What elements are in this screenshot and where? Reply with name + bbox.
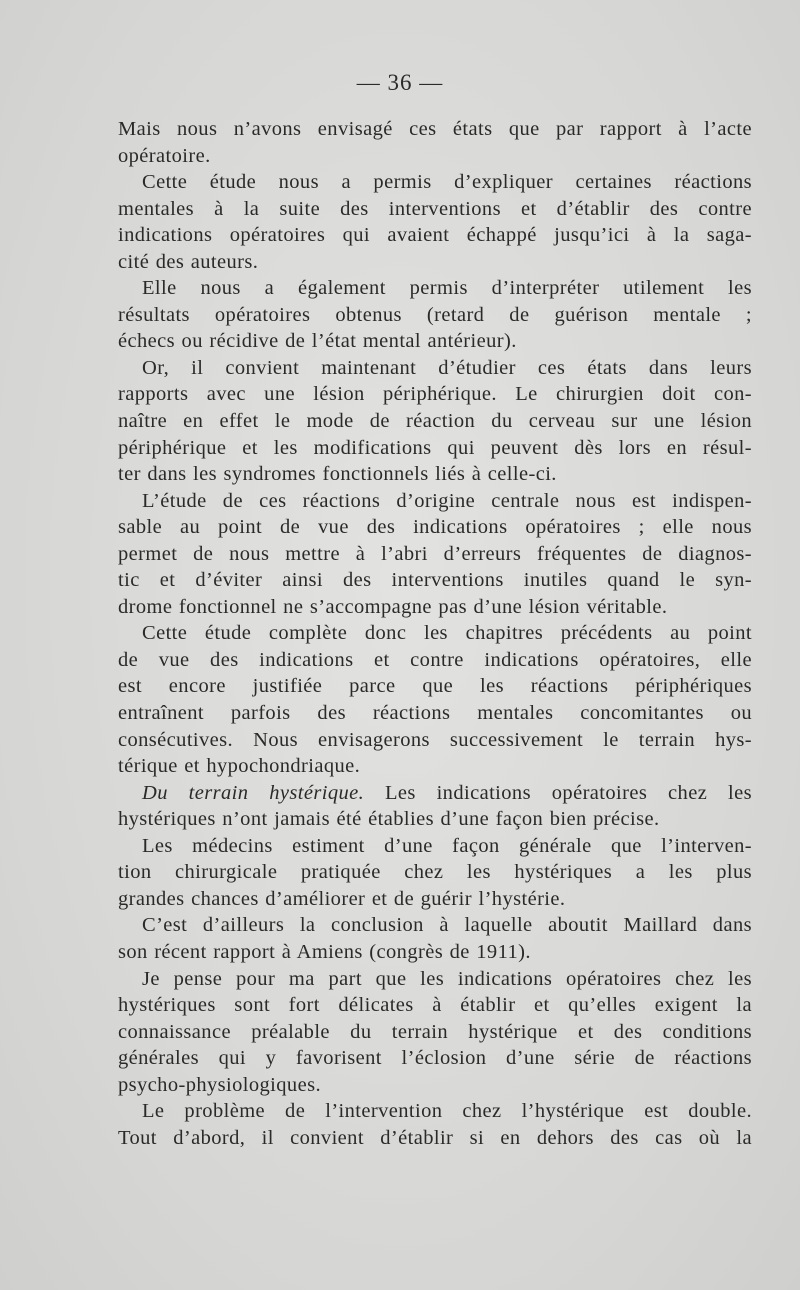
text-line-content: Cette étude nous a permis d’expliquer certaines réactions [142,171,752,194]
text-line [118,381,752,408]
text-line-content: mentales à la suite des interventions et d’établir des contre [118,197,752,220]
text-line-content: connaissance préalable du terrain hystérique et des conditions [118,1020,752,1043]
text-line [118,753,752,780]
text-line-content: générales qui y favorisent l’éclosion d’une série de réactions [118,1047,752,1070]
text-line [118,355,752,382]
text-line [118,673,752,700]
text-line [118,620,752,647]
section-heading-italic: Du terrain hystérique. [142,781,365,804]
text-line [118,169,752,196]
text-line-content: indications opératoires qui avaient échappé jusqu’ici à la saga- [118,224,752,247]
text-line [118,328,752,355]
text-line-content: C’est d’ailleurs la conclusion à laquelle aboutit Maillard dans [142,914,752,937]
text-line [118,143,752,170]
text-line [118,939,752,966]
text-line-content: térique et hypochondriaque. [118,755,361,778]
text-line-content: sable au point de vue des indications opératoires ; elle nous [118,516,752,539]
text-line-content: Les médecins estiment d’une façon générale que l’interven- [142,834,752,857]
text-line-content: Mais nous n’avons envisagé ces états que par rapport à l’acte [118,118,752,140]
text-line [118,461,752,488]
text-line-content: Elle nous a également permis d’interpréter utilement les [142,277,752,300]
body-text [118,116,752,1151]
text-line [118,700,752,727]
text-line [118,408,752,435]
text-line-content: périphérique et les modifications qui peuvent dès lors en résul- [118,436,752,459]
text-line-content: Or, il convient maintenant d’étudier ces états dans leurs [142,356,752,379]
text-line [118,647,752,674]
text-line-content: son récent rapport à Amiens (congrès de 1911). [118,940,531,963]
text-line-content: opératoire. [118,144,211,167]
text-line-content: échecs ou récidive de l’état mental antérieur). [118,330,517,353]
text-line [118,222,752,249]
text-line [118,886,752,913]
text-line [118,514,752,541]
text-line-content: L’étude de ces réactions d’origine centrale nous est indispen- [142,489,752,512]
text-line-content: ter dans les syndromes fonctionnels liés à celle-ci. [118,463,557,486]
text-line-content: tic et d’éviter ainsi des interventions inutiles quand le syn- [118,569,752,592]
text-line-content: rapports avec une lésion périphérique. Le chirurgien doit con- [118,383,752,406]
text-line [118,302,752,329]
text-line [118,1072,752,1099]
text-line [118,992,752,1019]
text-line [118,1045,752,1072]
text-line-content: entraînent parfois des réactions mentales concomitantes ou [118,702,752,725]
text-line-content: cité des auteurs. [118,250,259,273]
text-line [118,249,752,276]
text-line-content: Tout d’abord, il convient d’établir si en dehors des cas où la [118,1126,752,1149]
text-line [118,1125,752,1152]
text-line [118,594,752,621]
text-line-content: drome fonctionnel ne s’accompagne pas d’une lésion véritable. [118,595,668,618]
text-line-content: grandes chances d’améliorer et de guérir l’hystérie. [118,887,566,910]
text-line [118,196,752,223]
text-line-content: est encore justifiée parce que les réactions périphériques [118,675,752,698]
text-line [118,116,752,143]
text-line-content: hystériques n’ont jamais été établies d’une façon bien précise. [118,808,660,831]
text-line [118,567,752,594]
text-line-content: consécutives. Nous envisagerons successivement le terrain hys- [118,728,752,751]
text-line [118,966,752,993]
text-line-content: résultats opératoires obtenus (retard de guérison mentale ; [118,303,752,326]
text-line [118,435,752,462]
text-line-content: tion chirurgicale pratiquée chez les hystériques a les plus [118,861,752,884]
text-line-content: Le problème de l’intervention chez l’hystérique est double. [142,1100,752,1123]
text-line [118,275,752,302]
text-line [118,1098,752,1125]
text-line [118,780,752,807]
text-line [118,806,752,833]
text-line-content: hystériques sont fort délicates à établir et qu’elles exigent la [118,994,752,1017]
text-line [118,1019,752,1046]
text-line [118,541,752,568]
text-line [118,833,752,860]
text-line-content: psycho-physiologiques. [118,1073,321,1096]
text-line [118,488,752,515]
text-line-content: Les indications opératoires chez les [364,781,752,804]
text-line [118,859,752,886]
text-line-content: permet de nous mettre à l’abri d’erreurs fréquentes de diagnos- [118,542,752,565]
text-line [118,912,752,939]
text-line-content: naître en effet le mode de réaction du cerveau sur une lésion [118,410,752,433]
text-line [118,727,752,754]
text-line-content: Cette étude complète donc les chapitres précédents au point [142,622,752,645]
text-line-content: Je pense pour ma part que les indications opératoires chez les [142,967,752,990]
text-line-content: de vue des indications et contre indications opératoires, elle [118,648,752,671]
page-number: — 36 — [356,70,444,95]
